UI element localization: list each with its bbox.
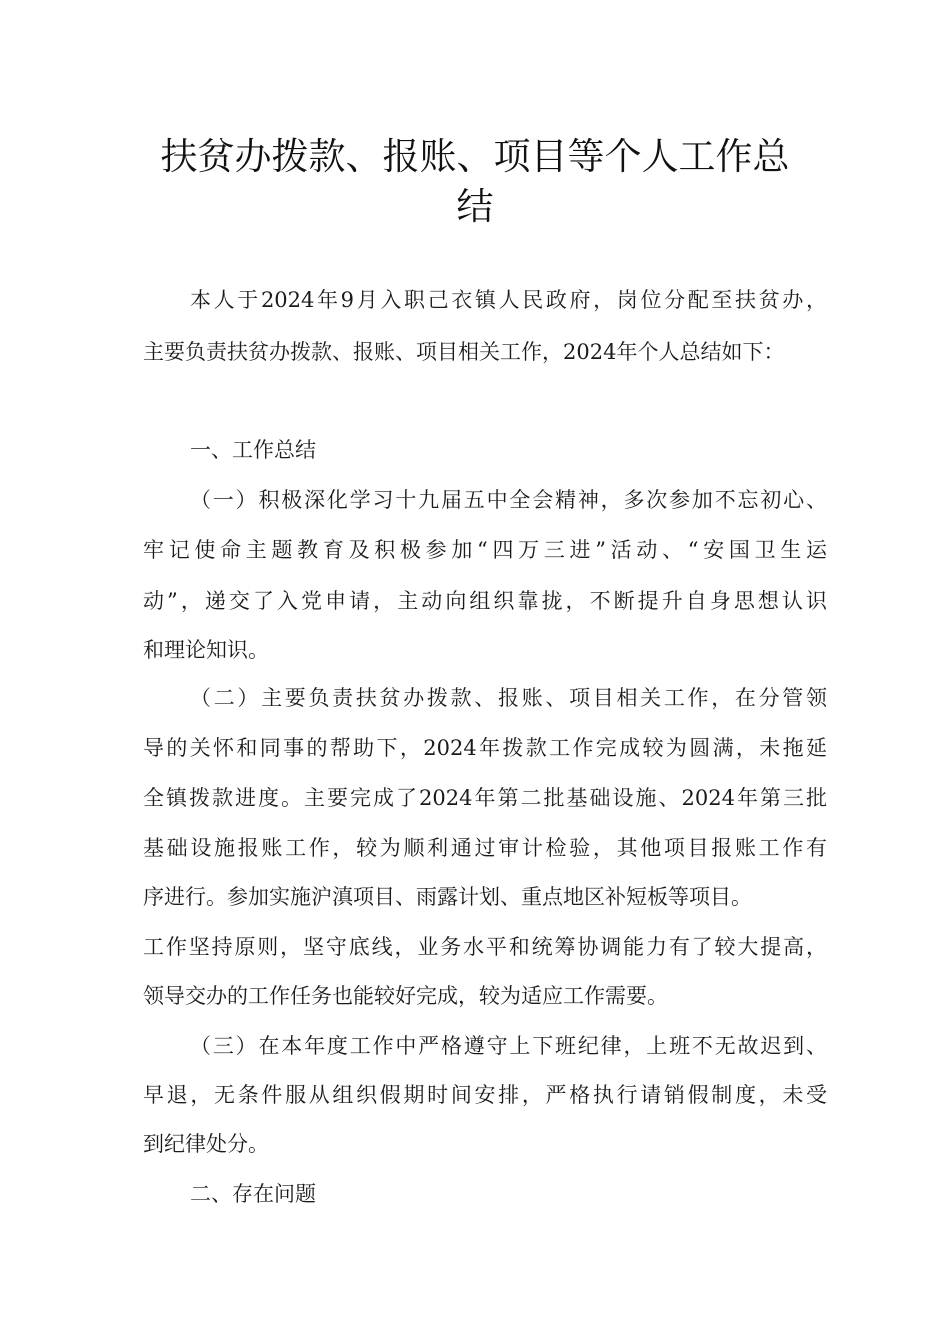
- item2-line-5: 序进行。参加实施沪滇项目、雨露计划、重点地区补短板等项目。: [143, 885, 752, 909]
- section-heading-work-summary: 一、工作总结: [190, 438, 316, 462]
- item1-line-4: 和理论知识。: [143, 638, 269, 662]
- item2-line-7: 领导交办的工作任务也能较好完成，较为适应工作需要。: [143, 984, 668, 1008]
- item2-line-6: 工作坚持原则，坚守底线，业务水平和统筹协调能力有了较大提高，: [143, 935, 827, 959]
- item3-line-3: 到纪律处分。: [143, 1132, 269, 1156]
- item1-line-1: （一）积极深化学习十九届五中全会精神，多次参加不忘初心、: [190, 488, 827, 512]
- document-title-line-1: 扶贫办拨款、报账、项目等个人工作总: [160, 135, 790, 178]
- item2-line-2: 导的关怀和同事的帮助下，2024年拨款工作完成较为圆满，未拖延: [143, 736, 827, 760]
- item1-line-2: 牢记使命主题教育及积极参加“四万三进”活动、“安国卫生运: [143, 538, 827, 562]
- item3-line-2: 早退，无条件服从组织假期时间安排，严格执行请销假制度，未受: [143, 1083, 827, 1107]
- item3-line-1: （三）在本年度工作中严格遵守上下班纪律，上班不无故迟到、: [190, 1034, 827, 1058]
- item2-line-1: （二）主要负责扶贫办拨款、报账、项目相关工作，在分管领: [190, 686, 827, 710]
- item2-line-3: 全镇拨款进度。主要完成了2024年第二批基础设施、2024年第三批: [143, 786, 827, 810]
- document-title-line-2: 结: [456, 185, 494, 228]
- intro-line-1: 本人于2024年9月入职己衣镇人民政府，岗位分配至扶贫办，: [190, 288, 827, 312]
- section-heading-existing-problems: 二、存在问题: [190, 1182, 316, 1206]
- item1-line-3: 动”，递交了入党申请，主动向组织靠拢，不断提升自身思想认识: [143, 589, 827, 613]
- intro-line-2: 主要负责扶贫办拨款、报账、项目相关工作，2024年个人总结如下：: [143, 340, 785, 364]
- item2-line-4: 基础设施报账工作，较为顺利通过审计检验，其他项目报账工作有: [143, 836, 827, 860]
